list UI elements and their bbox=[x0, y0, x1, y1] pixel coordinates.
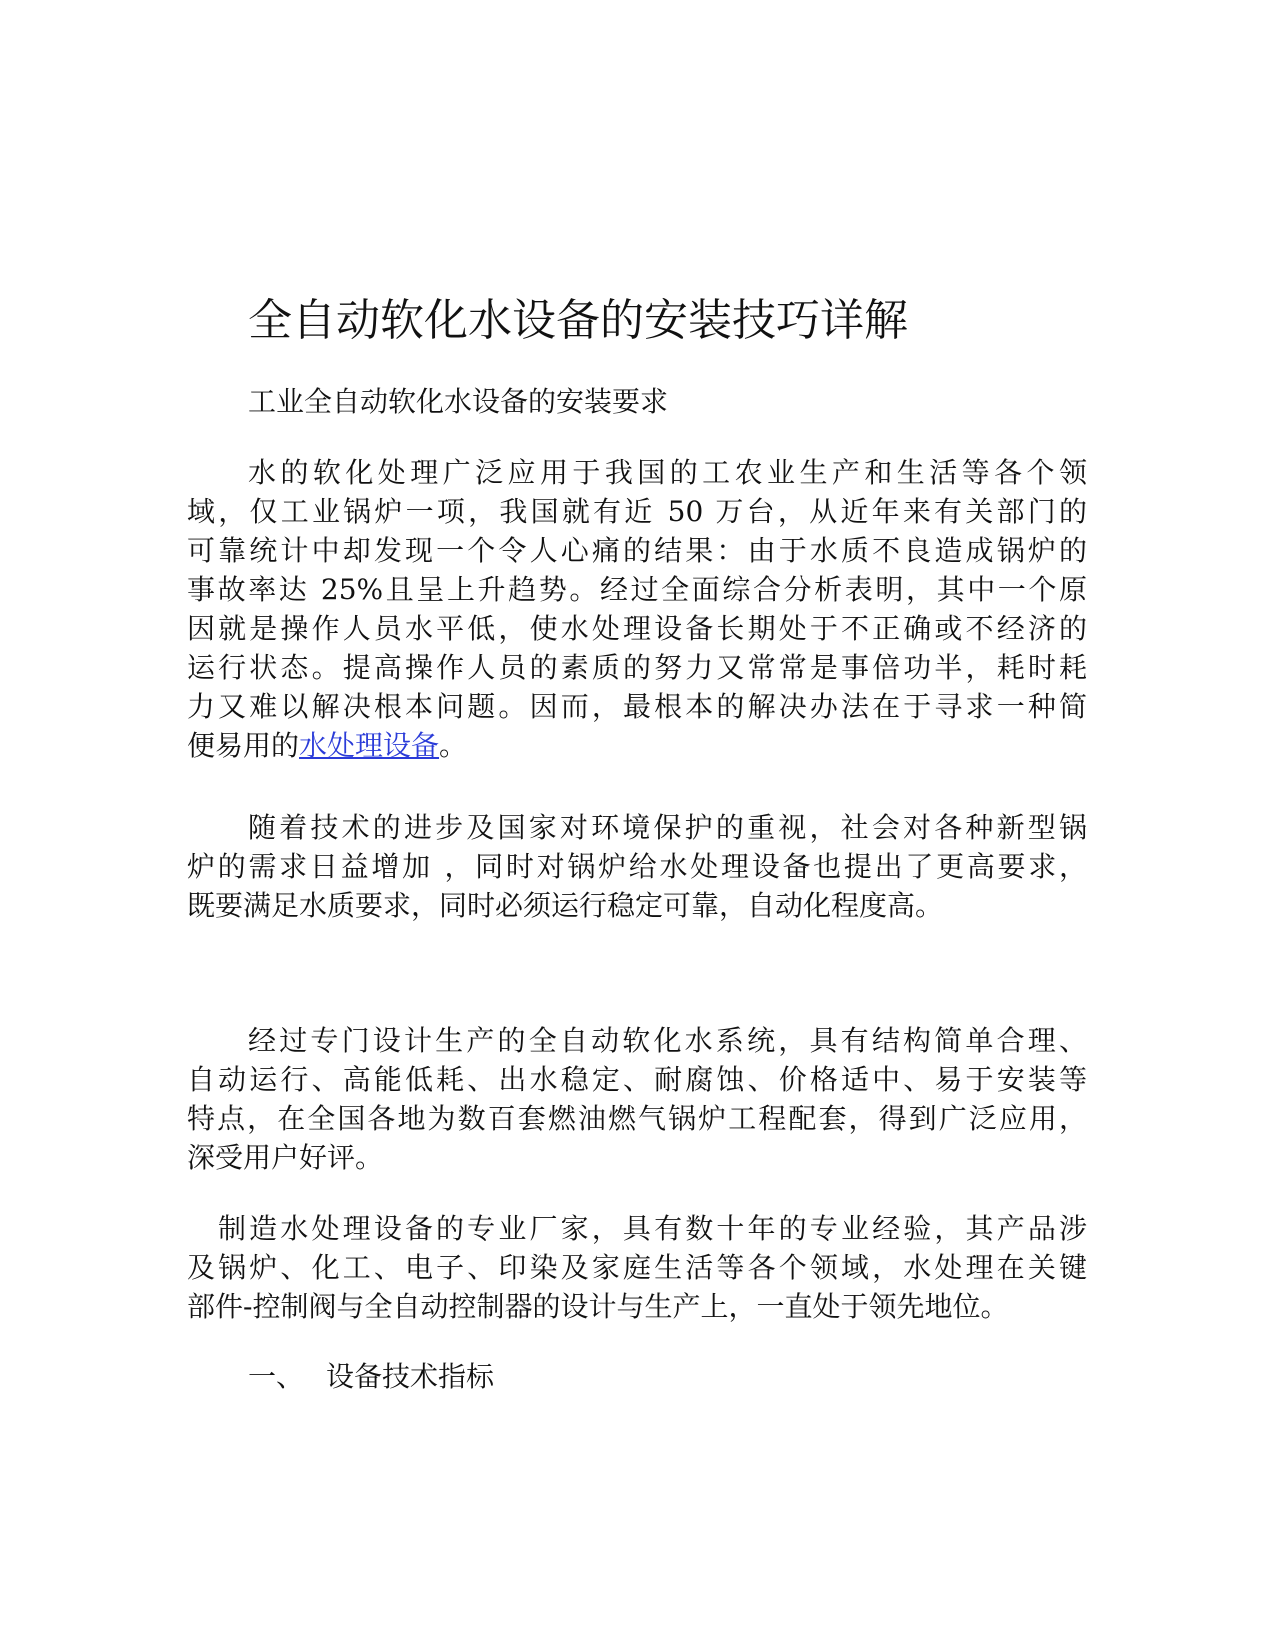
document-title: 全自动软化水设备的安装技巧详解 bbox=[248, 295, 908, 346]
section-label: 设备技术指标 bbox=[326, 1360, 495, 1393]
paragraph-line: 及锅炉、化工、电子、印染及家庭生活等各个领域，水处理在关键 bbox=[187, 1251, 1087, 1284]
paragraph-intro bbox=[187, 453, 1087, 765]
paragraph-line: 可靠统计中却发现一个令人心痛的结果：由于水质不良造成锅炉的 bbox=[187, 534, 1087, 567]
paragraph-system-features bbox=[187, 1021, 1087, 1177]
section-number: 一、 bbox=[248, 1360, 305, 1393]
paragraph-line: 炉的需求日益增加 ，同时对锅炉给水处理设备也提出了更高要求， bbox=[187, 850, 1087, 883]
paragraph-line: 随着技术的进步及国家对环境保护的重视，社会对各种新型锅 bbox=[248, 811, 1087, 844]
paragraph-line: 既要满足水质要求，同时必须运行稳定可靠，自动化程度高。 bbox=[187, 889, 944, 922]
paragraph-line: 力又难以解决根本问题。因而，最根本的解决办法在于寻求一种简 bbox=[187, 690, 1087, 723]
paragraph-manufacturer bbox=[187, 1209, 1087, 1326]
line-text: 便易用的 bbox=[187, 729, 300, 762]
paragraph-line: 经过专门设计生产的全自动软化水系统，具有结构简单合理、 bbox=[248, 1024, 1087, 1057]
paragraph-line: 部件-控制阀与全自动控制器的设计与生产上，一直处于领先地位。 bbox=[187, 1290, 1009, 1323]
document-subtitle: 工业全自动软化水设备的安装要求 bbox=[248, 385, 669, 418]
line-text: 。 bbox=[439, 729, 468, 762]
paragraph-line: 运行状态。提高操作人员的素质的努力又常常是事倍功半，耗时耗 bbox=[187, 651, 1087, 684]
paragraph-line: 域，仅工业锅炉一项，我国就有近 50 万台，从近年来有关部门的 bbox=[187, 495, 1087, 528]
paragraph-line: 水的软化处理广泛应用于我国的工农业生产和生活等各个领 bbox=[248, 456, 1087, 489]
paragraph-line: 因就是操作人员水平低，使水处理设备长期处于不正确或不经济的 bbox=[187, 612, 1087, 645]
paragraph-line bbox=[187, 726, 1087, 765]
paragraph-development bbox=[187, 808, 1087, 925]
paragraph-line: 制造水处理设备的专业厂家，具有数十年的专业经验，其产品涉 bbox=[218, 1212, 1087, 1245]
paragraph-line: 事故率达 25%且呈上升趋势。经过全面综合分析表明，其中一个原 bbox=[187, 573, 1087, 606]
section-heading bbox=[248, 1357, 494, 1397]
paragraph-line: 深受用户好评。 bbox=[187, 1141, 384, 1174]
water-treatment-equipment-link[interactable]: 水处理设备 bbox=[299, 729, 440, 762]
paragraph-line: 自动运行、高能低耗、出水稳定、耐腐蚀、价格适中、易于安装等 bbox=[187, 1063, 1087, 1096]
paragraph-line: 特点，在全国各地为数百套燃油燃气锅炉工程配套，得到广泛应用， bbox=[187, 1102, 1087, 1135]
